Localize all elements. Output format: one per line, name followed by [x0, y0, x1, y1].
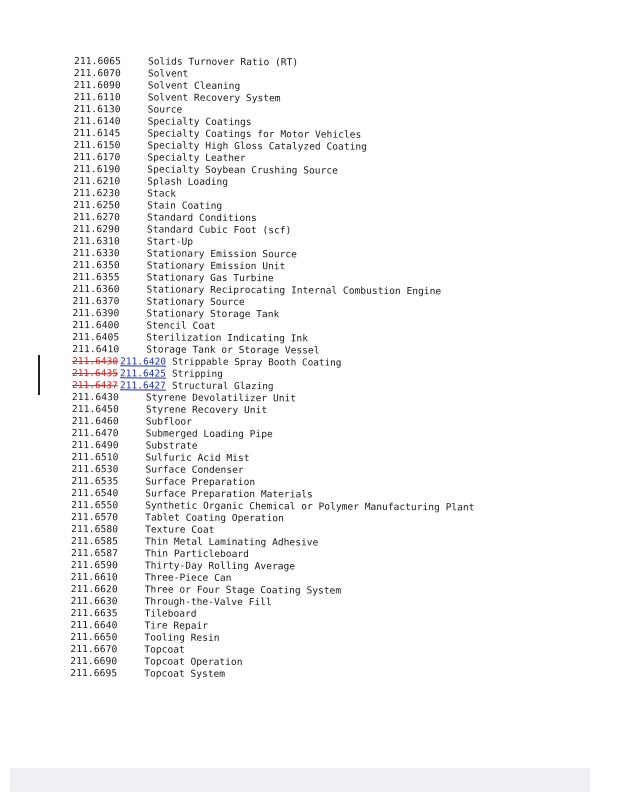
defined-term: Topcoat Operation: [144, 656, 243, 669]
defined-term: Submerged Loading Pipe: [145, 428, 273, 441]
defined-term: Tire Repair: [144, 620, 209, 632]
defined-term: Tooling Resin: [144, 632, 220, 644]
defined-term: Topcoat: [144, 644, 185, 656]
section-number: 211.6620: [70, 583, 118, 596]
section-number: 211.6640: [70, 619, 118, 632]
section-number: 211.6695: [70, 667, 118, 680]
section-number: 211.6535: [71, 475, 119, 488]
defined-term: Stationary Storage Tank: [146, 308, 280, 321]
section-number: 211.6065: [73, 56, 122, 68]
defined-term: Tablet Coating Operation: [145, 512, 284, 525]
section-number: 211.6350: [72, 259, 120, 272]
section-number: 211.6450: [71, 403, 119, 416]
defined-term: Stationary Source: [146, 296, 245, 309]
section-number: 211.6230: [73, 187, 121, 200]
defined-term: Start-Up: [146, 236, 194, 248]
defined-term: Storage Tank or Storage Vessel: [146, 344, 320, 357]
defined-term: Solvent Cleaning: [147, 80, 241, 93]
defined-term: Specialty Leather: [147, 152, 246, 165]
defined-term: Strippable Spray Booth Coating: [172, 356, 342, 369]
section-number: 211.6530: [71, 463, 119, 476]
section-number: 211.6460: [71, 415, 119, 428]
section-number: 211.6405: [72, 331, 120, 344]
inserted-section-number: 211.6420: [120, 356, 167, 368]
defined-term: Through-the-Valve Fill: [144, 596, 272, 609]
inserted-section-number: 211.6427: [119, 380, 166, 392]
defined-term: Stationary Emission Source: [146, 248, 298, 261]
defined-term: Specialty Coatings for Motor Vehicles: [147, 128, 362, 141]
defined-term: Sterilization Indicating Ink: [146, 332, 309, 345]
defined-term: Texture Coat: [145, 524, 215, 536]
section-number: 211.6550: [71, 499, 119, 512]
defined-term: Thin Metal Laminating Adhesive: [144, 536, 319, 549]
section-number: 211.6170: [73, 151, 121, 164]
defined-term: Substrate: [145, 440, 198, 452]
section-number: 211.6210: [73, 175, 121, 188]
section-number: 211.6310: [72, 235, 120, 248]
defined-term: Specialty Coatings: [147, 116, 252, 129]
deleted-section-number: 211.6437: [71, 379, 118, 392]
section-number: 211.6140: [73, 115, 121, 128]
section-number: 211.6580: [71, 523, 119, 536]
section-number: 211.6587: [70, 547, 119, 560]
defined-term: Sulfuric Acid Mist: [145, 452, 250, 465]
defined-term: Stack: [147, 188, 177, 200]
section-number: 211.6410: [72, 343, 120, 356]
defined-term: Splash Loading: [147, 176, 229, 188]
section-number: 211.6510: [71, 451, 119, 464]
section-number: 211.6650: [70, 631, 118, 644]
defined-term: Solvent Recovery System: [147, 92, 281, 105]
defined-term: Solvent: [147, 68, 189, 80]
defined-term: Solids Turnover Ratio (RT): [147, 56, 299, 69]
defined-term: Styrene Recovery Unit: [145, 404, 268, 417]
definitions-list: [70, 56, 574, 683]
section-number: 211.6430: [71, 391, 119, 404]
deleted-section-number: 211.6435: [72, 367, 119, 380]
section-number: 211.6490: [71, 439, 119, 452]
defined-term: Surface Condenser: [145, 464, 244, 477]
section-number: 211.6610: [70, 571, 118, 584]
section-number: 211.6630: [70, 595, 118, 608]
defined-term: Stencil Coat: [146, 320, 216, 332]
defined-term: Stationary Gas Turbine: [146, 272, 274, 285]
deleted-section-number: 211.6430: [72, 355, 119, 368]
defined-term: Three-Piece Can: [144, 572, 232, 584]
defined-term: Styrene Devolatilizer Unit: [145, 392, 297, 405]
defined-term: Standard Conditions: [146, 212, 257, 225]
defined-term: Standard Cubic Foot (scf): [146, 224, 292, 237]
section-number: 211.6400: [72, 319, 120, 332]
section-number: 211.6130: [73, 103, 121, 116]
defined-term: Specialty High Gloss Catalyzed Coating: [147, 140, 367, 153]
section-number: 211.6390: [72, 307, 120, 320]
section-number: 211.6590: [70, 559, 118, 572]
defined-term: Stationary Emission Unit: [146, 260, 286, 273]
defined-term: Tileboard: [144, 608, 197, 620]
section-number: 211.6190: [73, 163, 121, 176]
section-number: 211.6370: [72, 295, 120, 308]
footer-strip: [10, 768, 590, 792]
section-number: 211.6470: [71, 427, 119, 440]
defined-term: Synthetic Organic Chemical or Polymer Manufacturing Plant: [145, 500, 475, 514]
section-number: 211.6145: [73, 127, 121, 140]
section-number: 211.6670: [70, 643, 118, 656]
section-number: 211.6110: [73, 91, 121, 104]
section-number: 211.6690: [70, 655, 118, 668]
defined-term: Surface Preparation Materials: [145, 488, 313, 501]
defined-term: Stationary Reciprocating Internal Combustion Engine: [146, 284, 442, 298]
section-number: 211.6360: [72, 283, 120, 296]
defined-term: Topcoat System: [144, 668, 226, 680]
section-number: 211.6635: [70, 607, 118, 620]
defined-term: Subfloor: [145, 416, 193, 428]
defined-term: Source: [147, 104, 183, 116]
section-number: 211.6150: [73, 139, 121, 152]
defined-term: Thirty-Day Rolling Average: [144, 560, 296, 573]
definition-entry: [70, 668, 570, 683]
defined-term: Specialty Soybean Crushing Source: [147, 164, 338, 177]
section-number: 211.6540: [71, 487, 119, 500]
section-number: 211.6290: [72, 223, 120, 236]
section-number: 211.6570: [71, 511, 119, 524]
section-number: 211.6585: [71, 535, 119, 548]
section-number: 211.6250: [73, 199, 121, 212]
section-number: 211.6070: [73, 67, 121, 80]
defined-term: Stain Coating: [147, 200, 223, 212]
inserted-section-number: 211.6425: [120, 368, 167, 380]
defined-term: Thin Particleboard: [144, 548, 249, 561]
section-number: 211.6330: [72, 247, 120, 260]
section-number: 211.6270: [72, 211, 121, 224]
section-number: 211.6090: [73, 79, 121, 92]
defined-term: Stripping: [172, 368, 223, 380]
defined-term: Surface Preparation: [145, 476, 256, 489]
defined-term: Three or Four Stage Coating System: [144, 584, 342, 597]
section-number: 211.6355: [72, 271, 120, 284]
defined-term: Structural Glazing: [171, 380, 274, 393]
revision-change-bar: [38, 355, 40, 395]
